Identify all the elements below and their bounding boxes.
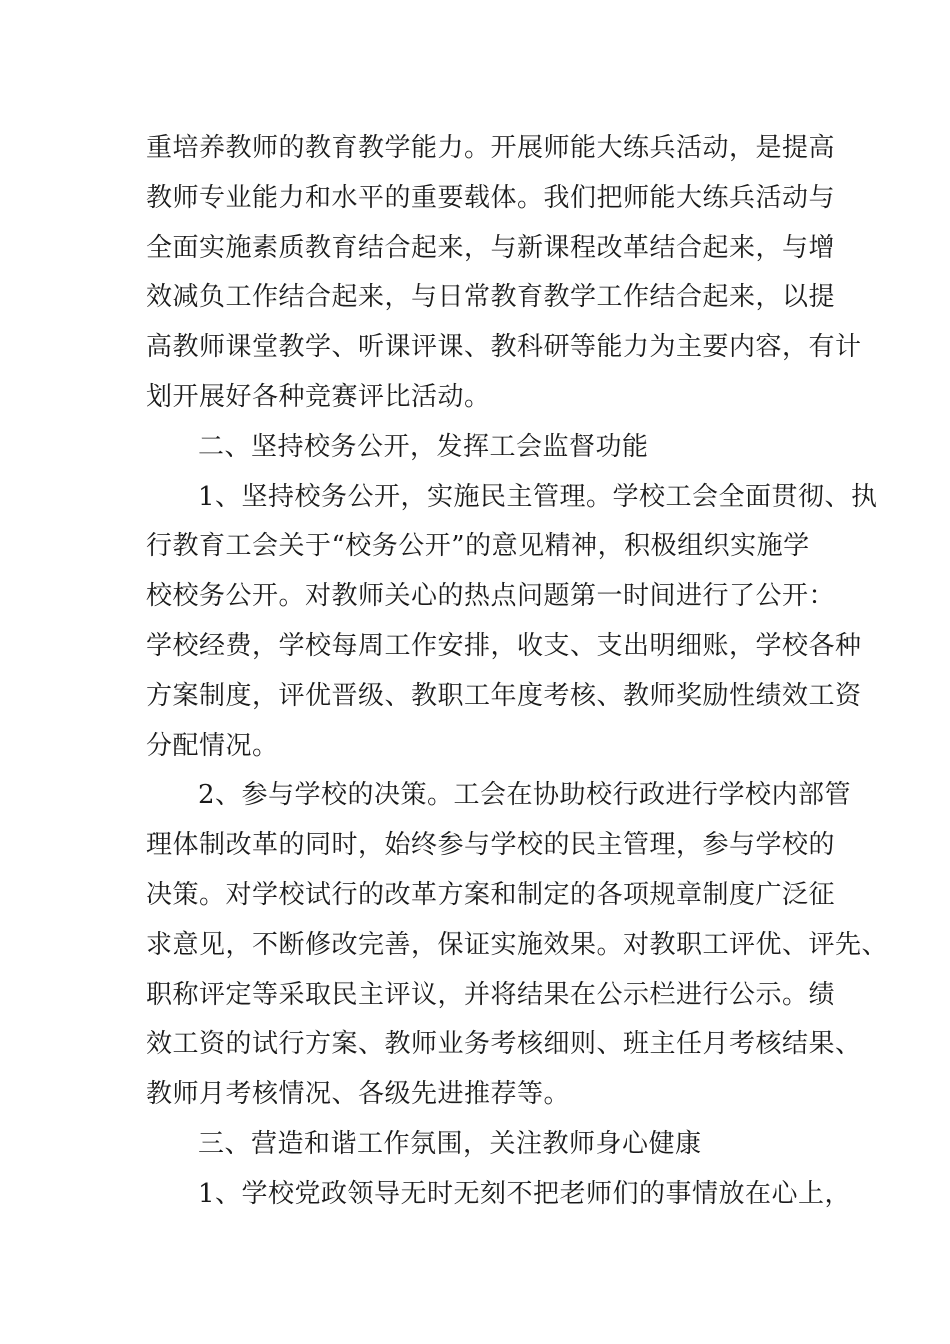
section-heading: 二、坚持校务公开，发挥工会监督功能 xyxy=(198,431,649,462)
text-line: 方案制度，评优晋级、教职工年度考核、教师奖励性绩效工资 xyxy=(146,680,862,711)
section-heading: 三、营造和谐工作氛围，关注教师身心健康 xyxy=(198,1128,702,1159)
text-line: 行教育工会关于“校务公开”的意见精神，积极组织实施学 xyxy=(146,531,810,562)
text-line: 重培养教师的教育教学能力。开展师能大练兵活动，是提高 xyxy=(146,133,836,163)
text-line: 高教师课堂教学、听课评课、教科研等能力为主要内容，有计 xyxy=(146,332,862,363)
text-line: 划开展好各种竞赛评比活动。 xyxy=(146,381,491,412)
text-line: 2、参与学校的决策。工会在协助校行政进行学校内部管 xyxy=(198,780,852,811)
text-line: 教师专业能力和水平的重要载体。我们把师能大练兵活动与 xyxy=(146,182,836,213)
text-line: 学校经费，学校每周工作安排，收支、支出明细账，学校各种 xyxy=(146,630,862,661)
text-line: 职称评定等采取民主评议，并将结果在公示栏进行公示。绩 xyxy=(146,979,836,1010)
text-line: 教师月考核情况、各级先进推荐等。 xyxy=(146,1079,571,1110)
text-line: 效工资的试行方案、教师业务考核细则、班主任月考核结果、 xyxy=(146,1029,862,1060)
text-line: 校校务公开。对教师关心的热点问题第一时间进行了公开： xyxy=(146,581,836,612)
document-body xyxy=(146,124,889,1220)
text-line: 理体制改革的同时，始终参与学校的民主管理，参与学校的 xyxy=(146,830,836,861)
text-line: 全面实施素质教育结合起来，与新课程改革结合起来，与增 xyxy=(146,232,836,263)
text-line: 决策。对学校试行的改革方案和制定的各项规章制度广泛征 xyxy=(146,879,836,910)
text-line: 1、学校党政领导无时无刻不把老师们的事情放在心上， xyxy=(198,1178,852,1209)
text-line: 求意见，不断修改完善，保证实施效果。对教职工评优、评先、 xyxy=(146,929,889,960)
text-line: 分配情况。 xyxy=(146,730,279,761)
text-line: 1、坚持校务公开，实施民主管理。学校工会全面贯彻、执 xyxy=(198,481,878,512)
text-line: 效减负工作结合起来，与日常教育教学工作结合起来，以提 xyxy=(146,282,836,313)
